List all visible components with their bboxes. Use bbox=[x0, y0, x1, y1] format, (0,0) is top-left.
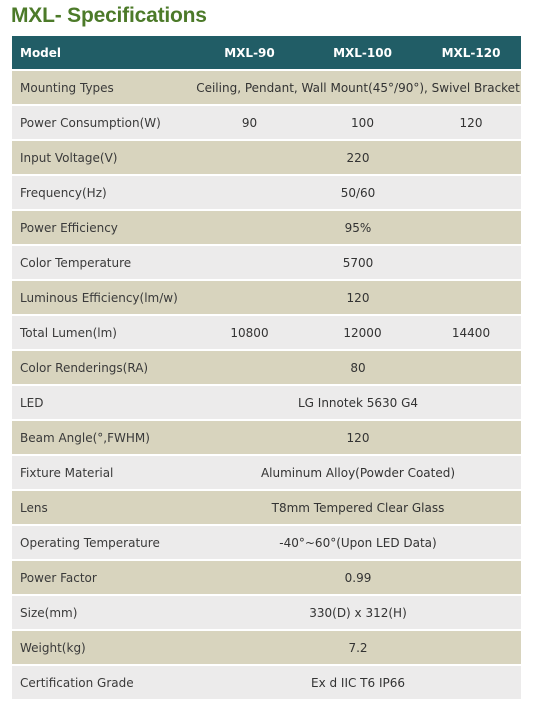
table-row bbox=[12, 315, 521, 350]
row-label: Total Lumen(lm) bbox=[12, 315, 195, 350]
table-row bbox=[12, 175, 521, 210]
row-label: Frequency(Hz) bbox=[12, 175, 195, 210]
row-value-model-2: 100 bbox=[304, 105, 421, 140]
table-row bbox=[12, 525, 521, 560]
row-value-all-models: T8mm Tempered Clear Glass bbox=[195, 490, 521, 525]
row-value-all-models: 120 bbox=[195, 420, 521, 455]
row-label: Power Factor bbox=[12, 560, 195, 595]
row-value-all-models: 95% bbox=[195, 210, 521, 245]
row-label: Size(mm) bbox=[12, 595, 195, 630]
table-row bbox=[12, 70, 521, 105]
row-label: Certification Grade bbox=[12, 665, 195, 700]
table-row bbox=[12, 455, 521, 490]
row-value-model-2: 12000 bbox=[304, 315, 421, 350]
row-value-all-models: Ex d IIC T6 IP66 bbox=[195, 665, 521, 700]
row-value-model-1: 90 bbox=[195, 105, 304, 140]
table-row bbox=[12, 560, 521, 595]
row-label: Color Temperature bbox=[12, 245, 195, 280]
header-mxl-90: MXL-90 bbox=[195, 36, 304, 70]
table-row bbox=[12, 245, 521, 280]
table-row bbox=[12, 385, 521, 420]
table-row bbox=[12, 280, 521, 315]
header-mxl-120: MXL-120 bbox=[421, 36, 521, 70]
table-row bbox=[12, 665, 521, 700]
specifications-table bbox=[12, 36, 521, 701]
table-row bbox=[12, 140, 521, 175]
table-row bbox=[12, 595, 521, 630]
table-row bbox=[12, 210, 521, 245]
row-label: LED bbox=[12, 385, 195, 420]
row-label: Operating Temperature bbox=[12, 525, 195, 560]
row-label: Weight(kg) bbox=[12, 630, 195, 665]
row-value-all-models: LG Innotek 5630 G4 bbox=[195, 385, 521, 420]
table-row bbox=[12, 490, 521, 525]
row-label: Power Consumption(W) bbox=[12, 105, 195, 140]
row-value-all-models: 5700 bbox=[195, 245, 521, 280]
row-label: Color Renderings(RA) bbox=[12, 350, 195, 385]
row-value-all-models: Ceiling, Pendant, Wall Mount(45°/90°), Swivel Bracket bbox=[195, 70, 521, 105]
row-label: Input Voltage(V) bbox=[12, 140, 195, 175]
header-mxl-100: MXL-100 bbox=[304, 36, 421, 70]
row-value-all-models: 0.99 bbox=[195, 560, 521, 595]
page-title: MXL- Specifications bbox=[11, 4, 207, 27]
row-value-all-models: 7.2 bbox=[195, 630, 521, 665]
table-body bbox=[12, 70, 521, 700]
row-value-all-models: 80 bbox=[195, 350, 521, 385]
row-value-model-3: 120 bbox=[421, 105, 521, 140]
table-row bbox=[12, 630, 521, 665]
row-value-all-models: 50/60 bbox=[195, 175, 521, 210]
row-value-all-models: 330(D) x 312(H) bbox=[195, 595, 521, 630]
row-value-model-1: 10800 bbox=[195, 315, 304, 350]
header-model: Model bbox=[12, 36, 195, 70]
row-label: Fixture Material bbox=[12, 455, 195, 490]
row-label: Beam Angle(°,FWHM) bbox=[12, 420, 195, 455]
row-label: Luminous Efficiency(lm/w) bbox=[12, 280, 195, 315]
row-label: Lens bbox=[12, 490, 195, 525]
row-label: Mounting Types bbox=[12, 70, 195, 105]
table-row bbox=[12, 350, 521, 385]
row-label: Power Efficiency bbox=[12, 210, 195, 245]
table-row bbox=[12, 105, 521, 140]
row-value-all-models: -40°~60°(Upon LED Data) bbox=[195, 525, 521, 560]
row-value-model-3: 14400 bbox=[421, 315, 521, 350]
row-value-all-models: 220 bbox=[195, 140, 521, 175]
row-value-all-models: 120 bbox=[195, 280, 521, 315]
row-value-all-models: Aluminum Alloy(Powder Coated) bbox=[195, 455, 521, 490]
table-row bbox=[12, 420, 521, 455]
table-header-row bbox=[12, 36, 521, 70]
